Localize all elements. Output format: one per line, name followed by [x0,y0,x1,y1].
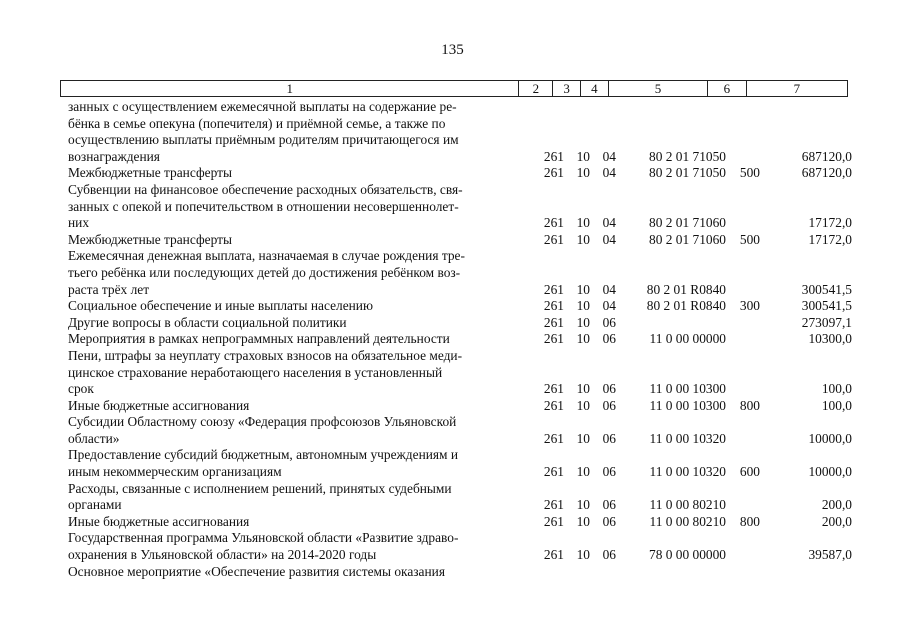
table-row [68,414,858,447]
ministry-code: 261 [543,397,564,413]
row-description-line: занных с опекой и попечительством в отношении несовершеннолет- [68,198,459,214]
row-description [68,248,523,298]
row-description-line: Иные бюджетные ассигнования [68,513,250,529]
row-description-line: бёнка в семье опекуна (попечителя) и приёмной семье, а также по [68,115,446,131]
ministry-code: 261 [543,381,564,397]
header-col-3: 3 [552,81,580,96]
expense-type-code: 500 [739,165,760,181]
ministry-code: 261 [543,281,564,297]
table-row [68,331,858,348]
ministry-code: 261 [543,464,564,480]
row-description-line: области» [68,430,120,446]
table-row [68,315,858,332]
section-code: 10 [576,547,590,563]
section-code: 10 [576,314,590,330]
row-description-line: вознаграждения [68,148,160,164]
ministry-code: 261 [543,165,564,181]
section-code: 10 [576,497,590,513]
subsection-code: 04 [602,215,616,231]
ministry-code: 261 [543,314,564,330]
section-code: 10 [576,331,590,347]
subsection-code: 06 [602,464,616,480]
subsection-code: 06 [602,331,616,347]
table-row [68,99,858,165]
table-row [68,398,858,415]
expense-type-code: 800 [739,397,760,413]
section-code: 10 [576,430,590,446]
row-description [68,514,523,531]
row-description-line: раста трёх лет [68,281,150,297]
section-code: 10 [576,513,590,529]
expense-type-code: 800 [739,513,760,529]
target-article-code: 80 2 01 R0840 [646,298,726,314]
subsection-code: 04 [602,165,616,181]
row-description-line: Межбюджетные трансферты [68,231,232,247]
row-description [68,99,523,165]
amount: 200,0 [821,513,852,529]
row-description [68,398,523,415]
row-description [68,481,523,514]
table-row [68,530,858,563]
ministry-code: 261 [543,298,564,314]
amount: 10000,0 [808,464,852,480]
row-description [68,182,523,232]
ministry-code: 261 [543,513,564,529]
subsection-code: 06 [602,397,616,413]
section-code: 10 [576,381,590,397]
section-code: 10 [576,215,590,231]
row-description-line: охранения в Ульяновской области» на 2014-2020 годы [68,547,377,563]
ministry-code: 261 [543,547,564,563]
table-row [68,182,858,232]
table-header [60,80,848,97]
ministry-code: 261 [543,148,564,164]
header-col-2: 2 [518,81,552,96]
header-col-4: 4 [580,81,608,96]
expense-type-code: 600 [739,464,760,480]
row-description-line: Иные бюджетные ассигнования [68,397,250,413]
row-description-line: них [68,215,90,231]
target-article-code: 80 2 01 71060 [649,231,726,247]
expense-type-code: 500 [739,231,760,247]
target-article-code: 78 0 00 00000 [649,547,726,563]
section-code: 10 [576,464,590,480]
row-description-line: Субсидии Областному союзу «Федерация профсоюзов Ульяновской [68,414,457,430]
table-row [68,232,858,249]
row-description-line: цинское страхование неработающего населения в установленный [68,364,443,380]
target-article-code: 80 2 01 71050 [649,165,726,181]
row-description-line: Другие вопросы в области социальной политики [68,314,347,330]
target-article-code: 11 0 00 80210 [649,513,726,529]
section-code: 10 [576,397,590,413]
row-description-line: Ежемесячная денежная выплата, назначаемая в случае рождения тре- [68,248,465,264]
subsection-code: 04 [602,231,616,247]
amount: 10000,0 [808,430,852,446]
table-row [68,165,858,182]
page-number: 135 [441,42,464,58]
row-description [68,331,523,348]
target-article-code: 80 2 01 R0840 [646,281,726,297]
table-row [68,348,858,398]
row-description [68,414,523,447]
ministry-code: 261 [543,430,564,446]
target-article-code: 11 0 00 10300 [649,381,726,397]
target-article-code: 11 0 00 80210 [649,497,726,513]
table-row [68,248,858,298]
target-article-code: 11 0 00 00000 [649,331,726,347]
row-description-line: срок [68,381,94,397]
subsection-code: 06 [602,381,616,397]
row-description-line: Мероприятия в рамках непрограммных направлений деятельности [68,331,450,347]
amount: 17172,0 [808,231,852,247]
budget-table-body [68,99,858,580]
table-row [68,564,858,581]
row-description-line: занных с осуществлением ежемесячной выплаты на содержание ре- [68,99,457,114]
amount: 17172,0 [808,215,852,231]
expense-type-code: 300 [739,298,760,314]
row-description-line: Субвенции на финансовое обеспечение расходных обязательств, свя- [68,181,463,197]
ministry-code: 261 [543,497,564,513]
target-article-code: 11 0 00 10320 [649,464,726,480]
row-description [68,447,523,480]
row-description-line: тьего ребёнка или последующих детей до достижения ребёнком воз- [68,264,461,280]
row-description-line: иным некоммерческим организациям [68,464,282,480]
subsection-code: 04 [602,281,616,297]
row-description-line: Социальное обеспечение и иные выплаты населению [68,298,373,314]
row-description [68,165,523,182]
ministry-code: 261 [543,215,564,231]
amount: 687120,0 [801,148,852,164]
section-code: 10 [576,231,590,247]
row-description [68,298,523,315]
target-article-code: 11 0 00 10320 [649,430,726,446]
target-article-code: 11 0 00 10300 [649,397,726,413]
subsection-code: 06 [602,513,616,529]
header-col-6: 6 [707,81,746,96]
section-code: 10 [576,298,590,314]
table-row [68,481,858,514]
row-description [68,530,523,563]
row-description-line: осуществлению выплаты приёмным родителям причитающегося им [68,132,459,148]
amount: 100,0 [821,397,852,413]
amount: 100,0 [821,381,852,397]
subsection-code: 04 [602,298,616,314]
row-description [68,232,523,249]
section-code: 10 [576,165,590,181]
amount: 273097,1 [801,314,852,330]
row-description-line: Государственная программа Ульяновской области «Развитие здраво- [68,530,459,546]
row-description-line: Основное мероприятие «Обеспечение развития системы оказания [68,563,445,579]
row-description [68,315,523,332]
row-description-line: Предоставление субсидий бюджетным, автономным учреждениям и [68,447,459,463]
row-description-line: Расходы, связанные с исполнением решений, принятых судебными [68,480,452,496]
amount: 10300,0 [808,331,852,347]
subsection-code: 06 [602,547,616,563]
row-description-line: Пени, штрафы за неуплату страховых взносов на обязательное меди- [68,347,463,363]
amount: 300541,5 [801,281,852,297]
header-col-7: 7 [746,81,847,96]
row-description-line: Межбюджетные трансферты [68,165,232,181]
target-article-code: 80 2 01 71060 [649,215,726,231]
subsection-code: 06 [602,497,616,513]
section-code: 10 [576,148,590,164]
amount: 300541,5 [801,298,852,314]
amount: 200,0 [821,497,852,513]
section-code: 10 [576,281,590,297]
amount: 39587,0 [808,547,852,563]
ministry-code: 261 [543,331,564,347]
table-row [68,447,858,480]
subsection-code: 06 [602,314,616,330]
row-description-line: органами [68,497,122,513]
header-col-1: 1 [286,81,293,96]
subsection-code: 06 [602,430,616,446]
table-row [68,298,858,315]
row-description [68,564,523,581]
ministry-code: 261 [543,231,564,247]
row-description [68,348,523,398]
header-col-5: 5 [608,81,707,96]
subsection-code: 04 [602,148,616,164]
target-article-code: 80 2 01 71050 [649,148,726,164]
table-row [68,514,858,531]
amount: 687120,0 [801,165,852,181]
